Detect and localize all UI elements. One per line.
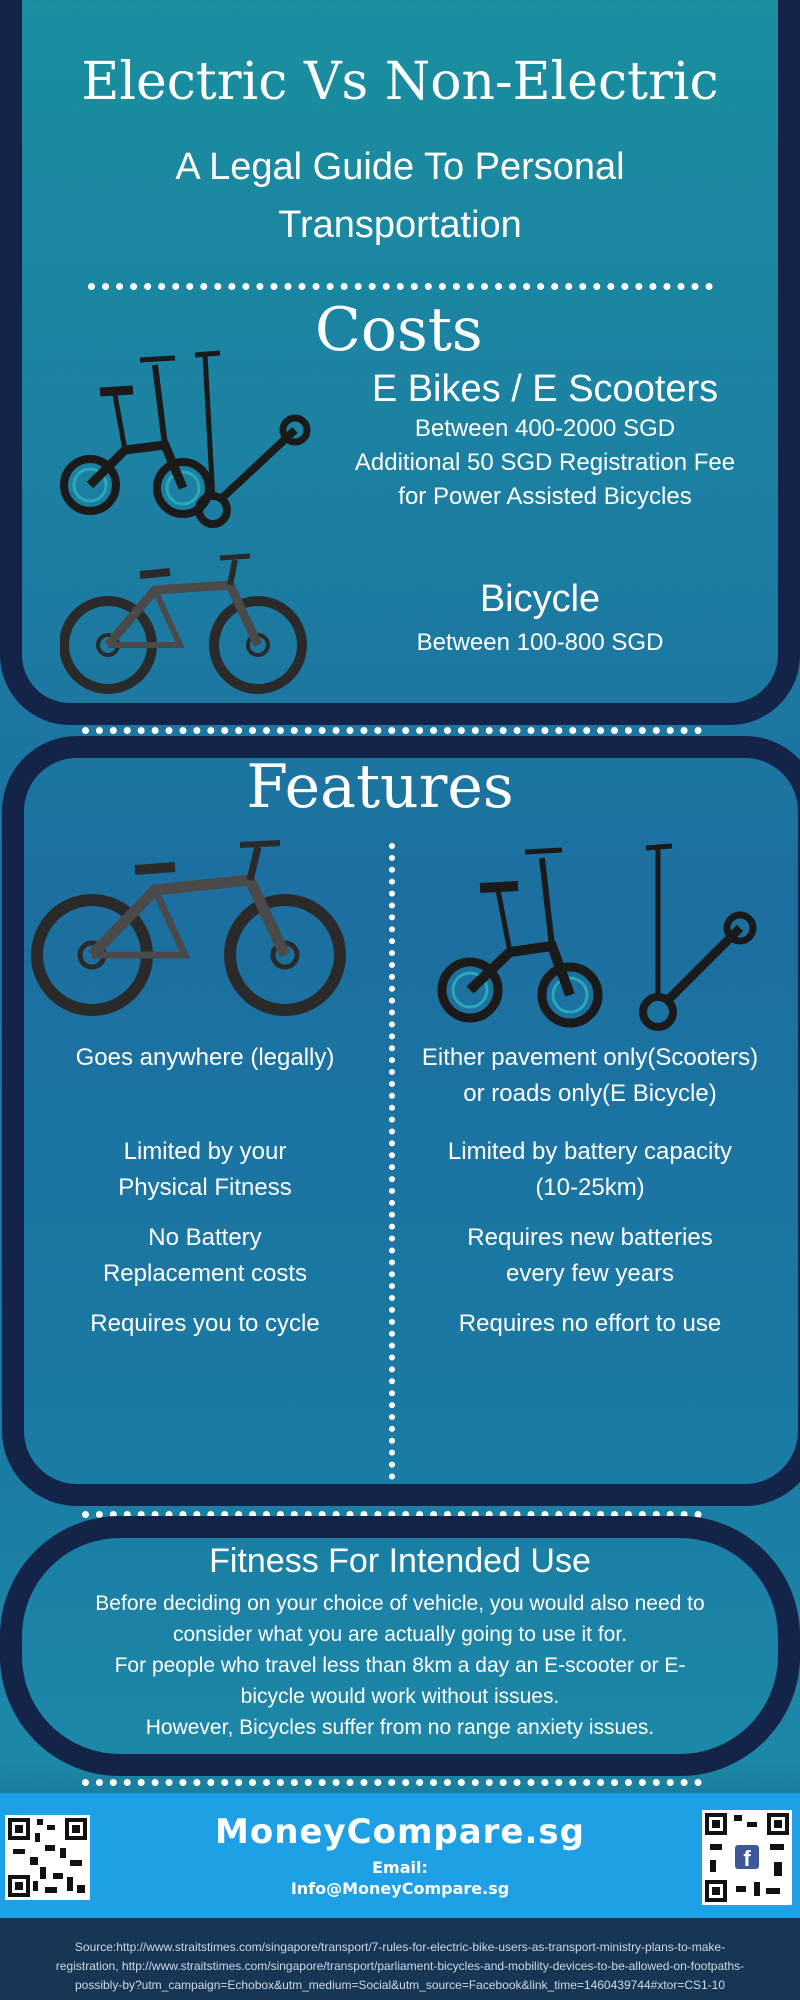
fitness-text-line: bicycle would work without issues. bbox=[240, 1685, 560, 1708]
bicycle-cost-block bbox=[350, 578, 730, 657]
feature-text: Requires new batteries bbox=[467, 1224, 713, 1251]
email-label: Email: bbox=[372, 1858, 428, 1877]
source-citation bbox=[10, 1938, 790, 1995]
fitness-text-line: consider what you are actually going to use it for. bbox=[172, 1623, 628, 1646]
feature-text: Goes anywhere (legally) bbox=[75, 1044, 335, 1071]
subtitle-line: A Legal Guide To Personal bbox=[175, 146, 625, 188]
feature-item bbox=[395, 1306, 785, 1342]
divider bbox=[82, 727, 702, 734]
feature-item bbox=[395, 1040, 785, 1112]
feature-item bbox=[40, 1040, 370, 1076]
fitness-text-line: Before deciding on your choice of vehicle, you would also need to bbox=[95, 1592, 705, 1615]
bicycle-cost-title: Bicycle bbox=[479, 578, 601, 620]
bicycle-feature-image bbox=[30, 835, 350, 1025]
brand-logo: MoneyCompare.sg bbox=[215, 1812, 585, 1852]
ebike-scooter-image bbox=[55, 350, 315, 530]
feature-text: Limited by your bbox=[123, 1138, 287, 1165]
ebike-cost-title: E Bikes / E Scooters bbox=[371, 368, 719, 410]
costs-heading: Costs bbox=[315, 295, 483, 365]
divider bbox=[82, 1779, 702, 1786]
bicycle-cost-line: Between 100-800 SGD bbox=[416, 629, 664, 656]
ebike-cost-block bbox=[315, 368, 775, 511]
feature-text: Either pavement only(Scooters) bbox=[421, 1044, 759, 1071]
feature-text: or roads only(E Bicycle) bbox=[463, 1080, 717, 1107]
source-line: Source:http://www.straitstimes.com/singapore/transport/7-rules-for-electric-bike-users-as-transport-ministry-plans-to-make- bbox=[74, 1940, 726, 1954]
facebook-qr-code-icon[interactable] bbox=[702, 1810, 792, 1905]
svg-text:f: f bbox=[743, 1846, 751, 1871]
feature-text: every few years bbox=[505, 1260, 675, 1287]
feature-text: Replacement costs bbox=[102, 1260, 308, 1287]
fitness-heading: Fitness For Intended Use bbox=[209, 1542, 591, 1580]
divider bbox=[88, 283, 713, 290]
fitness-text bbox=[40, 1588, 760, 1743]
ebike-cost-line: Additional 50 SGD Registration Fee bbox=[354, 449, 736, 476]
fitness-text-line: However, Bicycles suffer from no range anxiety issues. bbox=[145, 1716, 655, 1739]
source-line: possibly-by?utm_campaign=Echobox&utm_medium=Social&utm_source=Facebook&link_time=1460439744#xtor=CS1-10 bbox=[74, 1978, 726, 1992]
email-link[interactable]: Info@MoneyCompare.sg bbox=[290, 1879, 510, 1898]
page-subtitle bbox=[30, 138, 770, 254]
page-title: Electric Vs Non-Electric bbox=[81, 52, 719, 112]
feature-text: No Battery bbox=[148, 1224, 262, 1251]
feature-item bbox=[395, 1220, 785, 1292]
features-right-column bbox=[395, 1040, 785, 1342]
subtitle-line: Transportation bbox=[278, 204, 522, 246]
ebike-cost-line: Between 400-2000 SGD bbox=[414, 415, 676, 442]
bicycle-image bbox=[60, 550, 310, 700]
feature-text: Requires no effort to use bbox=[458, 1310, 722, 1337]
features-left-column bbox=[40, 1040, 370, 1342]
fitness-text-line: For people who travel less than 8km a day an E-scooter or E- bbox=[114, 1654, 686, 1677]
feature-item bbox=[40, 1134, 370, 1206]
features-heading: Features bbox=[246, 752, 514, 822]
feature-text: Limited by battery capacity bbox=[447, 1138, 733, 1165]
ebike-cost-line: for Power Assisted Bicycles bbox=[398, 483, 692, 510]
feature-text: Requires you to cycle bbox=[90, 1310, 320, 1337]
ebike-scooter-feature-image bbox=[430, 840, 760, 1035]
feature-item bbox=[395, 1134, 785, 1206]
feature-item bbox=[40, 1220, 370, 1292]
qr-code-icon[interactable] bbox=[5, 1815, 90, 1900]
feature-text: (10-25km) bbox=[535, 1174, 645, 1201]
source-line: registration, http://www.straitstimes.com/singapore/transport/parliament-bicycles-and-mobility-devices-to-be-allowed-on-footpaths- bbox=[55, 1959, 745, 1973]
feature-text: Physical Fitness bbox=[118, 1174, 292, 1201]
feature-item bbox=[40, 1306, 370, 1342]
